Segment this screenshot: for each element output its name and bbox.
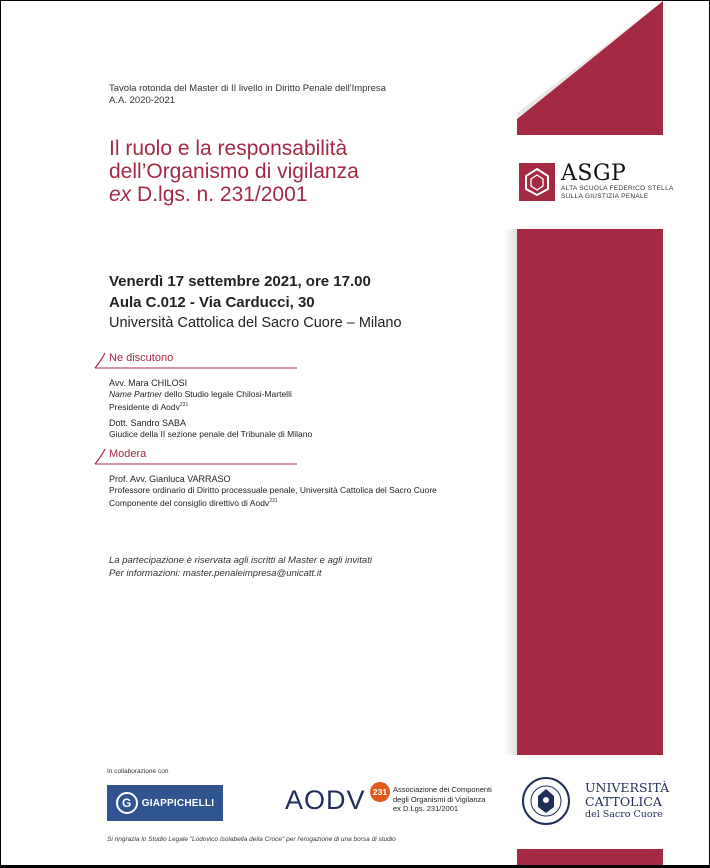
moderator-sup: 231 [269, 498, 278, 504]
collaboration-label: In collaborazione con [107, 768, 169, 775]
title-line-3 [109, 183, 359, 206]
ucsc-line-3: del Sacro Cuore [585, 809, 663, 820]
speaker-1-role-italic: Name Partner [109, 389, 162, 399]
speaker-1-role-2 [109, 400, 312, 413]
ribbon-shadow [504, 229, 517, 755]
panel-heading [93, 351, 297, 369]
contact-info: Per informazioni: master.penaleimpresa@unicatt.it [109, 568, 322, 579]
kicker-line-2: A.A. 2020-2021 [109, 95, 176, 106]
asgp-logo [519, 163, 674, 201]
moderator-role-1: Professore ordinario di Diritto processuale penale, Università Cattolica del Sacro Cuore [109, 485, 437, 495]
title-decree: D.lgs. n. 231/2001 [131, 183, 308, 206]
ucsc-line-1: UNIVERSITÀ [585, 780, 670, 795]
panel-heading-label: Ne discutono [109, 352, 174, 364]
speaker-1-role-rest: dello Studio legale Chilosi-Martelli [161, 389, 292, 399]
asgp-emblem-icon [519, 163, 555, 201]
asgp-title: ASGP [561, 161, 627, 186]
aodv-desc-1: Associazione dei Componenti [393, 785, 492, 794]
event-room: Aula C.012 - Via Carducci, 30 [109, 294, 315, 311]
event-date: Venerdì 17 settembre 2021, ore 17.00 [109, 273, 371, 290]
giappichelli-name: GIAPPICHELLI [141, 797, 215, 809]
event-venue: Università Cattolica del Sacro Cuore – Milano [109, 315, 402, 331]
ucsc-line-2: CATTOLICA [585, 793, 662, 809]
moderator-name: Prof. Avv. Gianluca VARRASO [109, 474, 231, 484]
aodv-logo: AODV [285, 785, 366, 815]
moderator-info [109, 474, 437, 509]
acknowledgement: Si ringrazia lo Studio Legale "Lodovico Isolabella della Croce" per l'erogazione di una borsa di studio [107, 836, 396, 843]
speaker-2-name: Dott. Sandro SABA [109, 417, 187, 428]
decorative-ribbon-top [517, 1, 663, 135]
ucsc-seal-icon [521, 776, 571, 826]
panel-speakers [109, 378, 312, 440]
giappichelli-logo [107, 785, 223, 821]
moderator-heading [93, 447, 297, 465]
moderator-role-2-text: Componente del consiglio direttivo di Aodv [109, 497, 270, 508]
asgp-subtitle-1: ALTA SCUOLA FEDERICO STELLA [561, 185, 674, 192]
aodv-badge: 231 [370, 782, 390, 802]
moderator-heading-label: Modera [109, 448, 147, 460]
aodv-desc-2: degli Organismi di Vigilanza [393, 794, 486, 804]
event-details [109, 271, 402, 334]
title-ex: ex [109, 183, 132, 206]
ucsc-logo [585, 781, 669, 822]
speaker-1-role-2-text: Presidente di Aodv [109, 401, 180, 412]
aodv-desc-3: ex D.Lgs. 231/2001 [393, 804, 459, 813]
participation-notes [109, 554, 372, 580]
event-title [109, 137, 359, 206]
title-line-1: Il ruolo e la responsabilità [109, 137, 348, 160]
giappichelli-g-icon: G [116, 792, 138, 814]
asgp-subtitle-2: SULLA GIUSTIZIA PENALE [561, 193, 649, 200]
bottom-border [1, 865, 709, 867]
kicker-line-1: Tavola rotonda del Master di II livello in Diritto Penale dell'Impresa [109, 83, 386, 94]
participation-note: La partecipazione è riservata agli iscritti al Master e agli invitati [109, 555, 372, 566]
aodv-description [393, 785, 492, 814]
decorative-ribbon-middle [517, 229, 663, 755]
speaker-1-role-1 [109, 389, 312, 400]
speaker-1-sup: 231 [179, 402, 189, 408]
speaker-1-name: Avv. Mara CHILOSI [109, 378, 188, 388]
speaker-2-role: Giudice della II sezione penale del Tribunale di Milano [109, 428, 313, 439]
title-line-2: dell’Organismo di vigilanza [109, 160, 359, 183]
event-kicker [109, 83, 386, 107]
moderator-role-2 [109, 496, 437, 509]
